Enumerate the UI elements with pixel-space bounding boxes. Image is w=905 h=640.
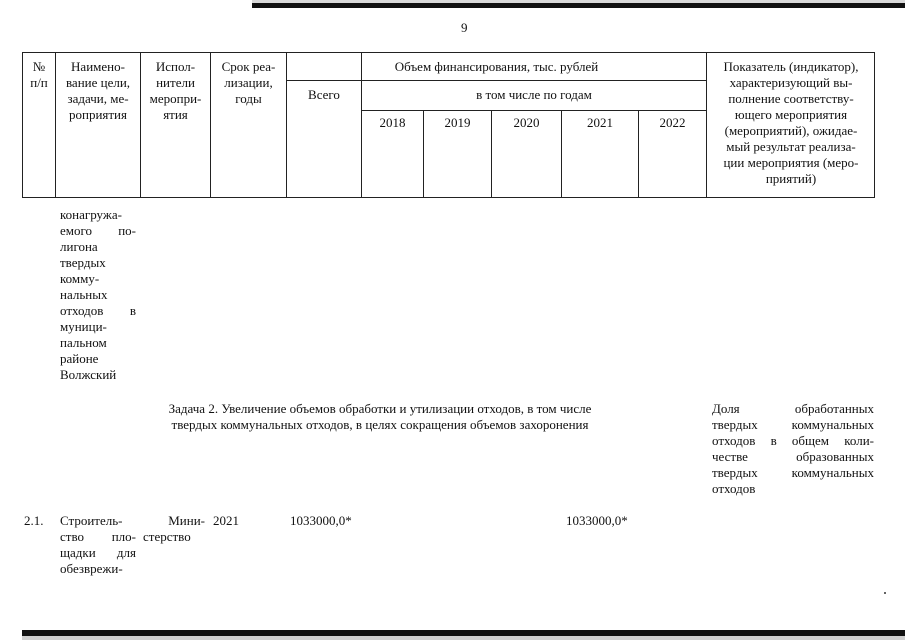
task-2-title: Задача 2. Увеличение объемов обработки и утилизации отходов, в том числе твердых коммунальных отходов, в целях сокращения объемов захоронения [168,401,592,432]
by-years-header: в том числе по годам [476,87,592,102]
col-num-header: № п/п [30,59,48,90]
year-header: 2022 [659,115,686,130]
row-2-1-name: Строитель- ство пло- щадки для обезврежи- [60,513,136,576]
col-name-header: Наимено- вание цели, задачи, ме- роприятия [65,59,131,122]
year-header: 2019 [444,115,471,130]
row-2-1-number: 2.1. [24,513,44,528]
task-2-indicator: Доля обработанных твердых коммунальных отходов в общем коли- честве образованных твердых коммунальных отходов [712,401,874,496]
indicator-header: Показатель (индикатор), характеризующий вы- полнение соответству- ющего мероприятия (мероприятий), ожидае- мый результат реализа- ции мероприятия (меро- приятий) [723,59,859,186]
year-header: 2018 [379,115,406,130]
year-header: 2020 [513,115,540,130]
row-2-1-2021: 1033000,0* [566,513,628,528]
scan-speck [884,592,886,594]
top-scan-border [252,0,905,8]
total-header: Всего [308,87,340,102]
table-header [22,52,875,198]
col-term-header: Срок реа- лизации, годы [221,59,276,106]
row-2-1-term: 2021 [213,513,239,528]
row-2-1-total: 1033000,0* [290,513,352,528]
financing-header: Объем финансирования, тыс. рублей [394,59,599,74]
row-2-1-executor: Мини- стерство [143,513,205,544]
previous-row-name-continuation: конагружа- емого по- лигона твердых комму- нальных отходов в муници- пальном районе Волжский [60,207,136,382]
year-header: 2021 [587,115,613,130]
page-number: 9 [461,20,468,35]
bottom-scan-border [22,630,905,640]
divider [286,80,706,81]
col-exec-header: Испол- нители меропри- ятия [149,59,202,122]
divider [361,110,706,111]
